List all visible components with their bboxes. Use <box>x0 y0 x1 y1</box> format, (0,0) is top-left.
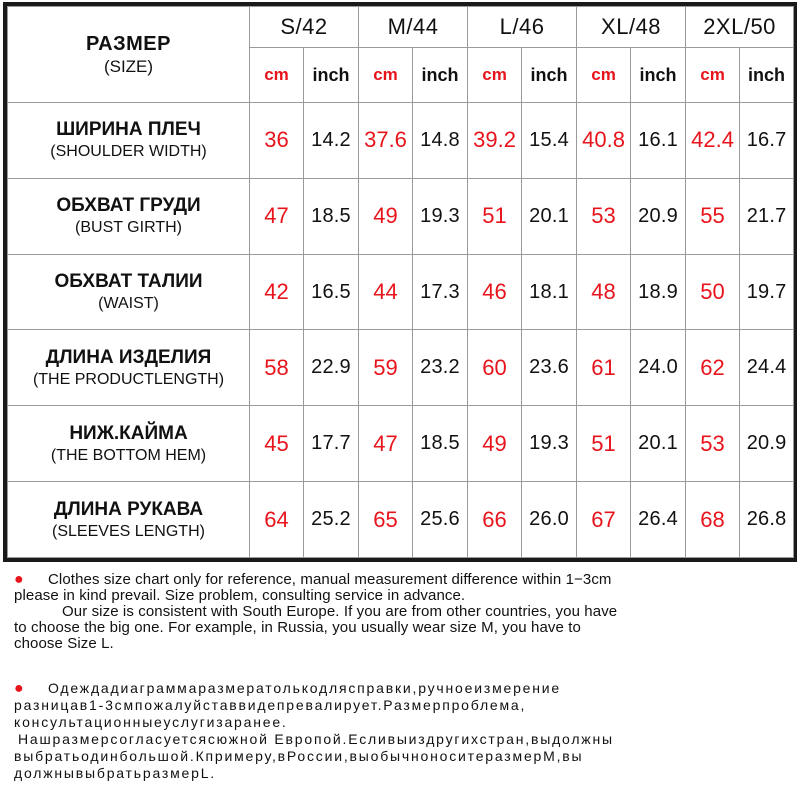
unit-cm-label: cm <box>577 48 631 103</box>
value-inch: 18.5 <box>413 406 468 482</box>
value-inch: 26.4 <box>631 482 686 558</box>
measurement-name-ru: ДЛИНА ИЗДЕЛИЯ <box>45 346 212 368</box>
value-cm: 47 <box>359 406 413 482</box>
note-en-line: Clothes size chart only for reference, manual measurement difference within 1−3cm <box>48 571 612 588</box>
value-cm: 44 <box>359 254 413 330</box>
value-cm: 42.4 <box>686 103 740 179</box>
notes-section <box>0 566 800 800</box>
unit-inch-label: inch <box>631 48 686 103</box>
value-inch: 26.8 <box>740 482 794 558</box>
value-cm: 48 <box>577 254 631 330</box>
value-cm: 61 <box>577 330 631 406</box>
measurement-label <box>8 103 250 179</box>
size-header-cell <box>8 7 250 103</box>
measurement-name-en: (THE PRODUCTLENGTH) <box>32 370 225 388</box>
size-column-header: S/42 <box>250 7 359 48</box>
value-inch: 25.2 <box>304 482 359 558</box>
value-cm: 65 <box>359 482 413 558</box>
value-inch: 20.1 <box>522 178 577 254</box>
measurement-label <box>8 178 250 254</box>
unit-inch-label: inch <box>413 48 468 103</box>
measurement-name-ru: ШИРИНА ПЛЕЧ <box>56 119 201 141</box>
value-cm: 55 <box>686 178 740 254</box>
value-inch: 20.9 <box>631 178 686 254</box>
measurement-name-en: (SHOULDER WIDTH) <box>50 143 207 161</box>
size-title-en: (SIZE) <box>103 56 154 76</box>
note-ru-line: разницав1-3cмпожалуйставвидепревалирует.Размерпроблема, <box>14 697 527 713</box>
value-inch: 14.2 <box>304 103 359 179</box>
value-cm: 42 <box>250 254 304 330</box>
value-inch: 20.1 <box>631 406 686 482</box>
measurement-name-ru: ОБХВАТ ТАЛИИ <box>54 271 203 293</box>
value-inch: 17.7 <box>304 406 359 482</box>
value-inch: 18.9 <box>631 254 686 330</box>
value-inch: 19.3 <box>413 178 468 254</box>
measurement-name-en: (THE BOTTOM HEM) <box>50 446 207 464</box>
unit-cm-label: cm <box>468 48 522 103</box>
value-cm: 50 <box>686 254 740 330</box>
value-cm: 53 <box>686 406 740 482</box>
value-cm: 68 <box>686 482 740 558</box>
size-chart <box>3 2 797 562</box>
unit-cm-label: cm <box>686 48 740 103</box>
note-english <box>14 572 794 652</box>
note-en-line: Our size is consistent with South Europe. If you are from other countries, you have <box>62 603 618 620</box>
value-cm: 67 <box>577 482 631 558</box>
value-inch: 16.7 <box>740 103 794 179</box>
value-cm: 47 <box>250 178 304 254</box>
value-cm: 46 <box>468 254 522 330</box>
value-cm: 64 <box>250 482 304 558</box>
value-inch: 21.7 <box>740 178 794 254</box>
value-inch: 19.7 <box>740 254 794 330</box>
size-table-body <box>8 7 794 558</box>
value-inch: 14.8 <box>413 103 468 179</box>
size-column-header: L/46 <box>468 7 577 48</box>
value-inch: 23.6 <box>522 330 577 406</box>
note-ru-line: должнывыбратьразмерL. <box>14 765 216 781</box>
bullet-icon: ● <box>14 680 26 697</box>
value-cm: 59 <box>359 330 413 406</box>
value-cm: 58 <box>250 330 304 406</box>
size-column-header: M/44 <box>359 7 468 48</box>
value-cm: 60 <box>468 330 522 406</box>
measurement-label <box>8 330 250 406</box>
size-table <box>7 6 794 558</box>
unit-inch-label: inch <box>522 48 577 103</box>
value-inch: 17.3 <box>413 254 468 330</box>
value-inch: 19.3 <box>522 406 577 482</box>
unit-inch-label: inch <box>740 48 794 103</box>
measurement-name-ru: НИЖ.КАЙМА <box>69 422 188 444</box>
value-inch: 22.9 <box>304 330 359 406</box>
note-russian <box>14 680 794 782</box>
value-cm: 36 <box>250 103 304 179</box>
measurement-name-en: (SLEEVES LENGTH) <box>52 522 205 540</box>
measurement-label <box>8 482 250 558</box>
value-inch: 23.2 <box>413 330 468 406</box>
size-title-ru: РАЗМЕР <box>86 32 171 55</box>
measurement-name-en: (WAIST) <box>98 295 159 313</box>
unit-cm-label: cm <box>359 48 413 103</box>
value-inch: 16.1 <box>631 103 686 179</box>
value-cm: 53 <box>577 178 631 254</box>
unit-cm-label: cm <box>250 48 304 103</box>
value-inch: 20.9 <box>740 406 794 482</box>
note-en-line: choose Size L. <box>14 635 114 652</box>
value-inch: 24.4 <box>740 330 794 406</box>
measurement-row <box>8 103 794 179</box>
measurement-name-ru: ОБХВАТ ГРУДИ <box>56 195 201 217</box>
note-en-line: please in kind prevail. Size problem, consulting service in advance. <box>14 587 466 604</box>
value-cm: 45 <box>250 406 304 482</box>
value-cm: 49 <box>359 178 413 254</box>
header-row-sizes <box>8 7 794 48</box>
value-cm: 39.2 <box>468 103 522 179</box>
size-column-header: 2XL/50 <box>686 7 794 48</box>
unit-inch-label: inch <box>304 48 359 103</box>
measurement-row <box>8 482 794 558</box>
value-inch: 24.0 <box>631 330 686 406</box>
note-ru-line: выбратьодинбольшой.Кпримеру,вРоссии,выобычноноситеразмерM,вы <box>14 748 584 764</box>
measurement-row <box>8 178 794 254</box>
measurement-name-ru: ДЛИНА РУКАВА <box>53 498 204 520</box>
value-inch: 26.0 <box>522 482 577 558</box>
measurement-row <box>8 254 794 330</box>
value-inch: 15.4 <box>522 103 577 179</box>
value-cm: 51 <box>468 178 522 254</box>
value-cm: 62 <box>686 330 740 406</box>
value-cm: 51 <box>577 406 631 482</box>
bullet-icon: ● <box>14 571 24 588</box>
measurement-row <box>8 330 794 406</box>
value-inch: 25.6 <box>413 482 468 558</box>
note-ru-line: Нашразмерсогласуетсясюжной Европой.Есливыиздругихстран,выдолжны <box>18 731 614 747</box>
note-en-line: to choose the big one. For example, in Russia, you usually wear size M, you have to <box>14 619 581 636</box>
note-ru-line: консультационныеуслугизаранее. <box>14 714 288 730</box>
value-cm: 37.6 <box>359 103 413 179</box>
measurement-label <box>8 406 250 482</box>
value-cm: 66 <box>468 482 522 558</box>
value-inch: 18.5 <box>304 178 359 254</box>
value-inch: 16.5 <box>304 254 359 330</box>
note-ru-line: Одеждадиаграммаразмератолькодляcправки,ручноеизмерение <box>48 680 561 696</box>
value-cm: 40.8 <box>577 103 631 179</box>
value-inch: 18.1 <box>522 254 577 330</box>
size-column-header: XL/48 <box>577 7 686 48</box>
measurement-label <box>8 254 250 330</box>
measurement-row <box>8 406 794 482</box>
value-cm: 49 <box>468 406 522 482</box>
measurement-name-en: (BUST GIRTH) <box>75 219 182 237</box>
